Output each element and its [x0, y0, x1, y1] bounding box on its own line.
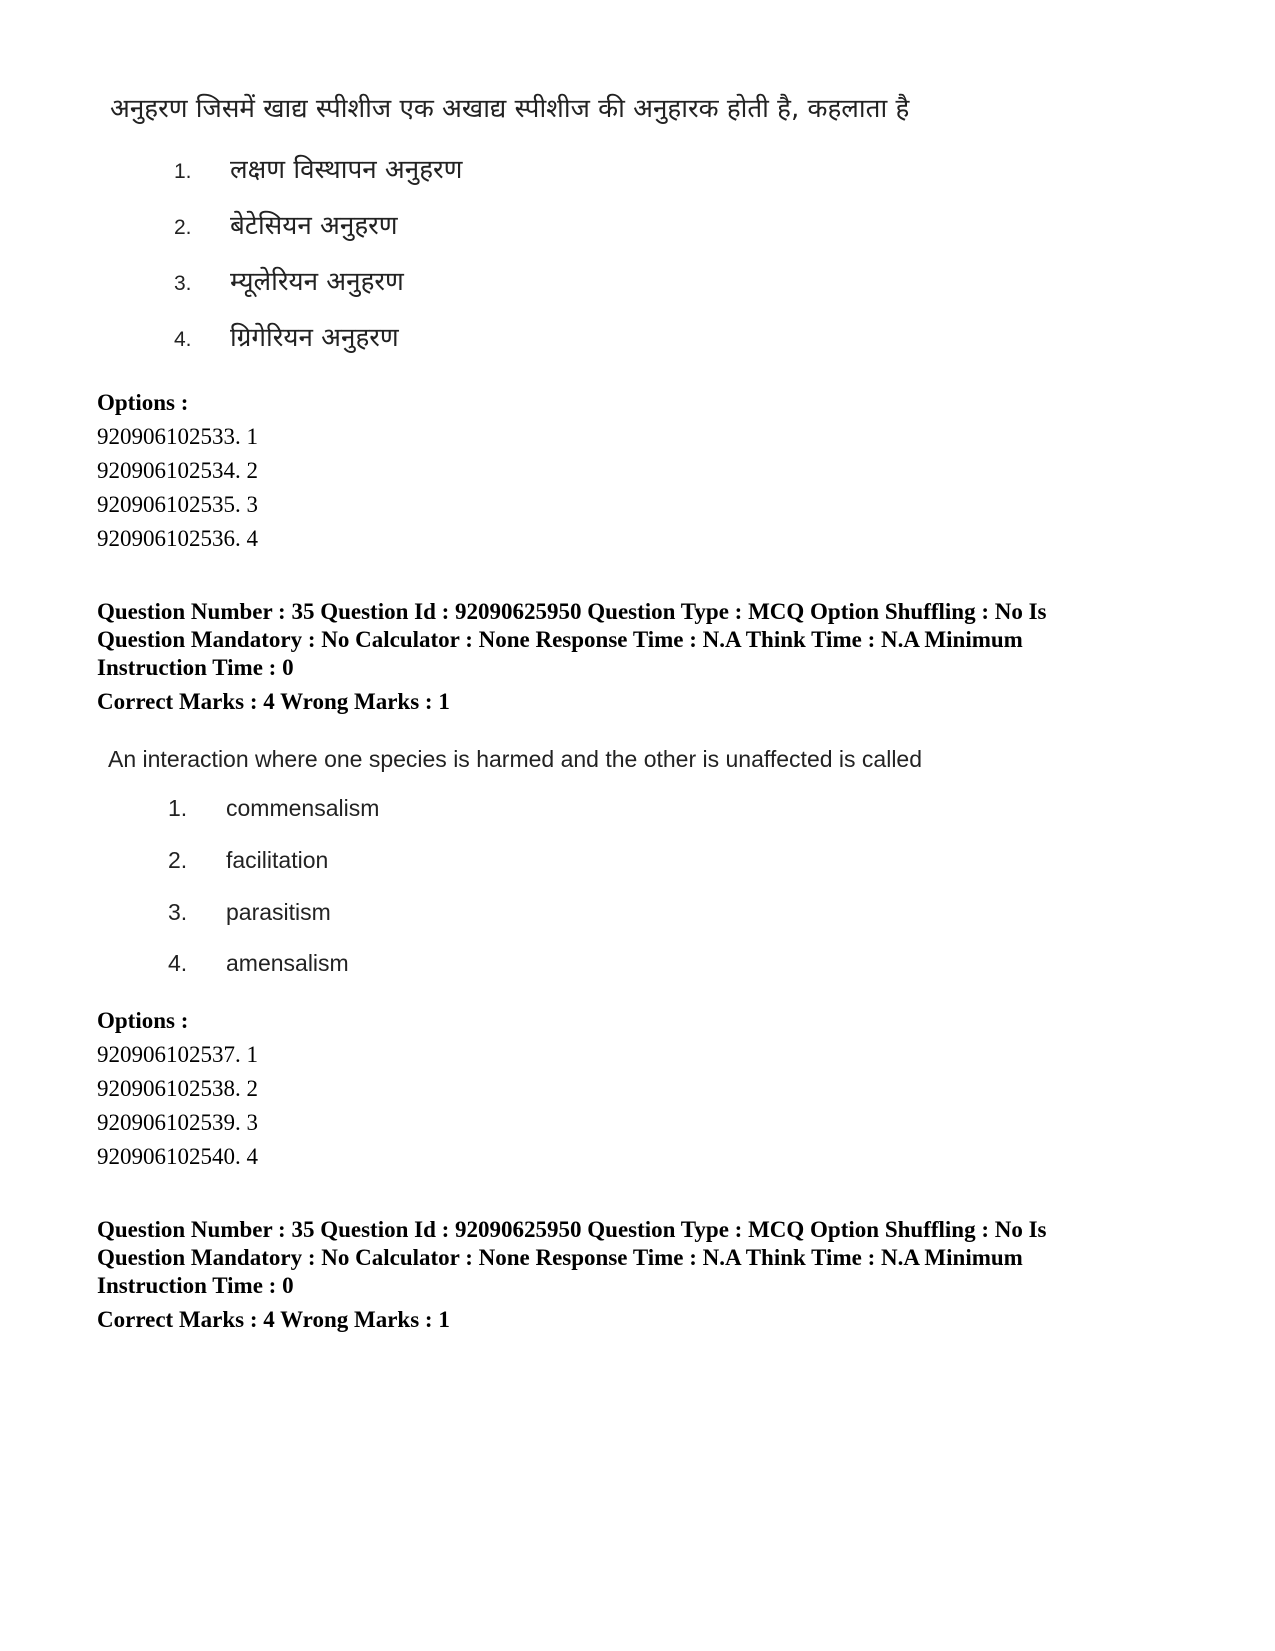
option-item: 920906102540. 4 [97, 1144, 258, 1169]
choice-number: 3. [168, 899, 188, 925]
choice-item [168, 847, 328, 874]
choice-text: बेटेसियन अनुहरण [230, 211, 398, 241]
meta-line: Question Mandatory : No Calculator : None Response Time : N.A Think Time : N.A Minimum [97, 1245, 1023, 1270]
choice-item [174, 206, 398, 242]
option-item: 920906102534. 2 [97, 458, 258, 483]
meta-line: Instruction Time : 0 [97, 1273, 294, 1298]
options-list [97, 1004, 258, 1174]
choice-item [174, 150, 462, 186]
option-item: 920906102538. 2 [97, 1076, 258, 1101]
question-stem-english: An interaction where one species is harmed and the other is unaffected is called [108, 746, 923, 772]
options-list [97, 386, 258, 556]
choice-item [168, 950, 349, 977]
choice-text: amensalism [226, 950, 349, 976]
choice-number: 2. [168, 847, 188, 873]
option-item: 920906102537. 1 [97, 1042, 258, 1067]
choice-text: ग्रिगेरियन अनुहरण [230, 323, 399, 353]
choice-text: facilitation [226, 847, 329, 873]
option-item: 920906102533. 1 [97, 424, 258, 449]
choice-item [168, 795, 379, 822]
marks-line: Correct Marks : 4 Wrong Marks : 1 [97, 689, 450, 714]
option-item: 920906102535. 3 [97, 492, 258, 517]
choice-text: म्यूलेरियन अनुहरण [230, 267, 404, 297]
choice-number: 2. [174, 216, 192, 239]
choice-text: लक्षण विस्थापन अनुहरण [230, 155, 463, 185]
options-label: Options : [97, 390, 189, 415]
meta-line: Question Number : 35 Question Id : 92090625950 Question Type : MCQ Option Shuffling : No Is [97, 1217, 1047, 1242]
question-image-english [108, 745, 1008, 976]
choice-number: 1. [174, 160, 192, 183]
question-image-hindi [110, 92, 1010, 353]
question-meta [97, 1216, 1207, 1334]
choice-number: 4. [174, 328, 192, 351]
option-item: 920906102536. 4 [97, 526, 258, 551]
options-label: Options : [97, 1008, 189, 1033]
choice-item [174, 262, 404, 298]
choice-text: parasitism [226, 899, 331, 925]
choice-item [174, 318, 399, 354]
question-meta [97, 598, 1207, 716]
meta-line: Question Number : 35 Question Id : 92090625950 Question Type : MCQ Option Shuffling : No Is [97, 599, 1047, 624]
choice-number: 4. [168, 950, 188, 976]
meta-line: Question Mandatory : No Calculator : None Response Time : N.A Think Time : N.A Minimum [97, 627, 1023, 652]
choice-number: 3. [174, 272, 192, 295]
marks-line: Correct Marks : 4 Wrong Marks : 1 [97, 1307, 450, 1332]
meta-line: Instruction Time : 0 [97, 655, 294, 680]
choice-item [168, 899, 331, 926]
option-item: 920906102539. 3 [97, 1110, 258, 1135]
choice-text: commensalism [226, 795, 380, 821]
choice-number: 1. [168, 795, 188, 821]
question-stem-hindi: अनुहरण जिसमें खाद्य स्पीशीज एक अखाद्य स्पीशीज की अनुहारक होती है, कहलाता है [110, 94, 910, 124]
